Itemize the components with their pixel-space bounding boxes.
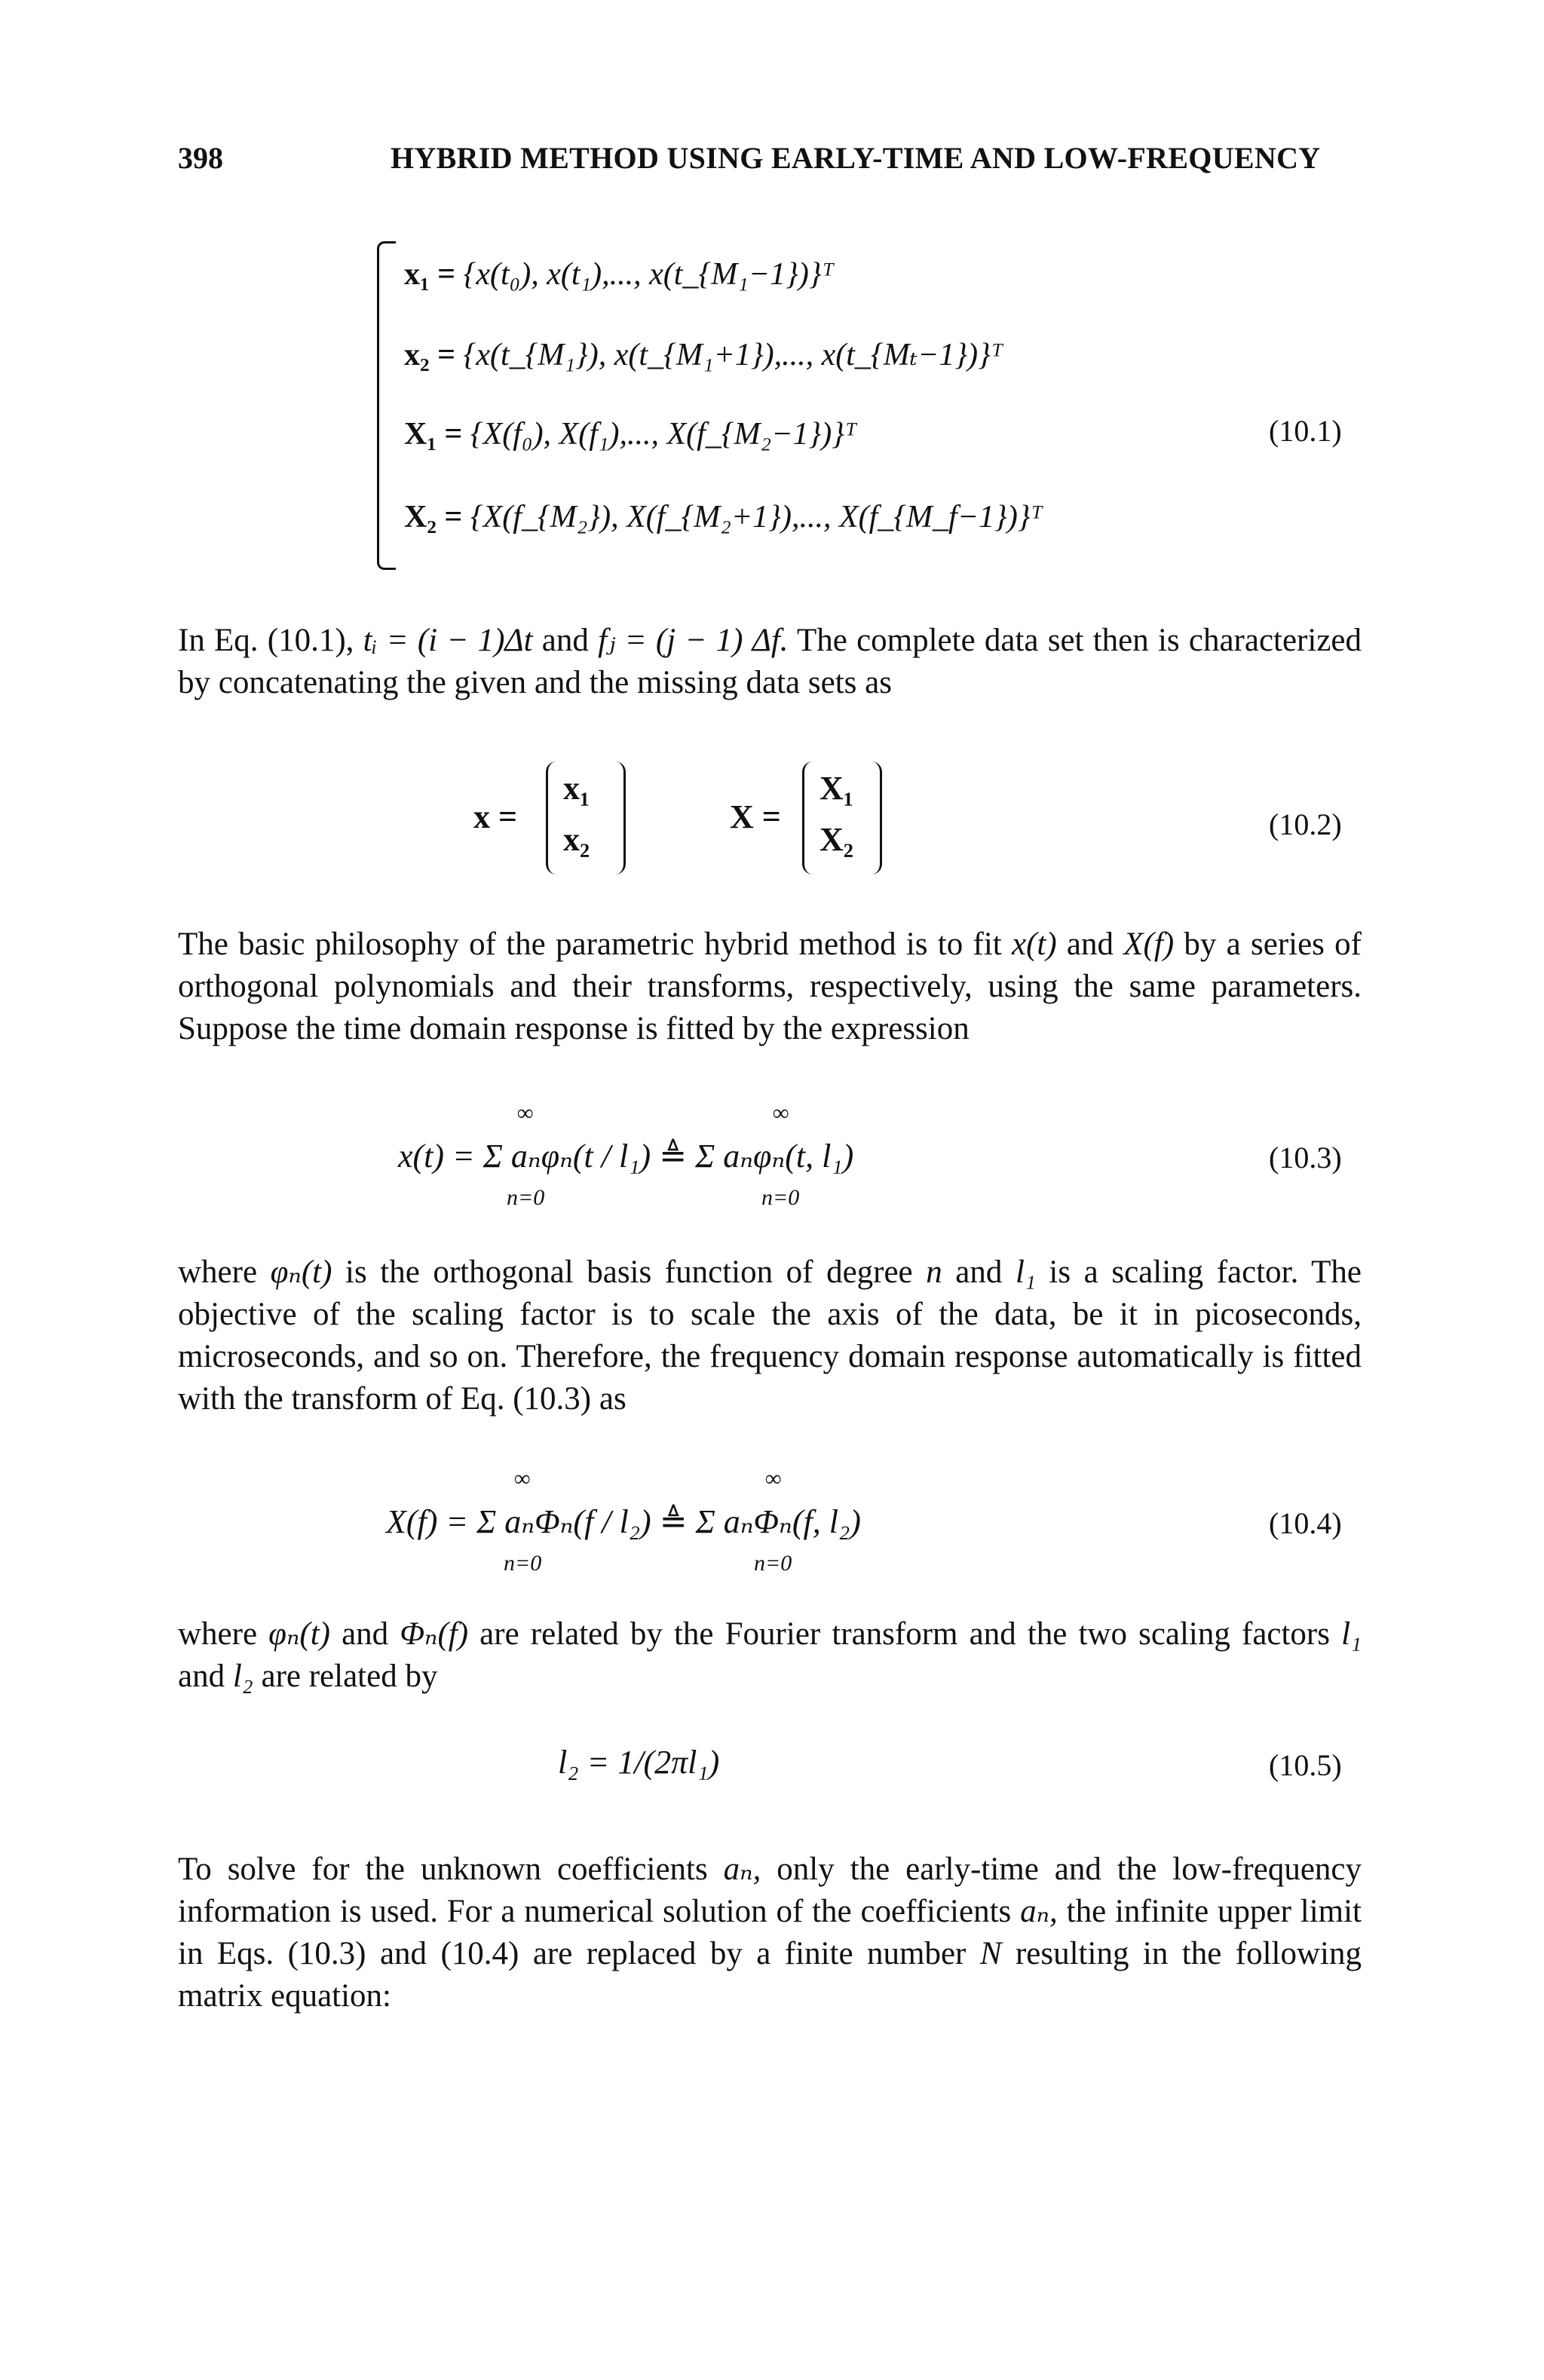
eq3-defeq: ≜ <box>651 1138 696 1175</box>
eq4-defeq: ≜ <box>651 1503 696 1540</box>
eq3-expression <box>398 1137 853 1175</box>
eq4-lower-limit-2: n=0 <box>754 1551 792 1576</box>
equation-10-3 <box>0 1101 1544 1214</box>
eq1-row-4-lhs: X₂ = <box>404 500 470 535</box>
eq1-row-4-rhs: {X(f_{M₂}), X(f_{M₂+1}),..., X(f_{M_f−1})}ᵀ <box>470 500 1043 535</box>
equation-10-4 <box>0 1466 1544 1579</box>
eq1-row-4 <box>404 499 1043 535</box>
p3-n: n <box>926 1254 942 1290</box>
eq1-row-1-rhs: {x(t₀), x(t₁),..., x(t_{M₁−1})}ᵀ <box>463 257 834 292</box>
eq4-sum-1: Σ aₙΦₙ(f / l₂) <box>476 1503 651 1540</box>
p4-text-e: are related by <box>253 1659 438 1694</box>
equation-10-5: l₂ = 1/(2πl₁) <box>558 1744 720 1781</box>
eq1-row-2-lhs: x₂ = <box>404 338 464 372</box>
vector-X-lhs: X = <box>730 798 781 835</box>
vector-x-lhs: x = <box>473 798 518 835</box>
p1-ti-expression: tᵢ = (i − 1)Δt <box>363 623 533 658</box>
eq1-row-3-lhs: X₁ = <box>404 417 470 452</box>
running-title: HYBRID METHOD USING EARLY-TIME AND LOW-FREQUENCY <box>391 141 1321 175</box>
eq3-upper-limit-1: ∞ <box>517 1101 534 1126</box>
vector-x-element-2: x₂ <box>563 821 590 858</box>
eq1-row-2-rhs: {x(t_{M₁}), x(t_{M₁+1}),..., x(t_{Mₜ−1})}ᵀ <box>463 338 1003 372</box>
eq1-row-2 <box>404 335 1003 373</box>
paragraph-3 <box>178 1251 1362 1420</box>
p5-text-b: only the early-time and the low-frequency information is used. For a numerical solution of the coefficients <box>178 1852 1362 1929</box>
eq1-row-1 <box>404 256 834 293</box>
equation-number-10-3: (10.3) <box>1269 1141 1342 1175</box>
eq3-lhs: x(t) = <box>398 1138 483 1175</box>
p5-N: N <box>979 1936 1002 1971</box>
p5-an-1: aₙ, <box>723 1852 761 1887</box>
eq4-expression <box>386 1502 861 1541</box>
p1-text-b: and <box>532 623 599 658</box>
p2-xt: x(t) <box>1011 927 1057 962</box>
equation-number-10-1: (10.1) <box>1269 414 1342 448</box>
p1-text-c: The complete data set then is characterized by concatenating the given and the missing data sets as <box>178 623 1362 700</box>
p1-fj-expression: fⱼ = (j − 1) Δf. <box>598 623 789 658</box>
p4-l2: l₂ <box>232 1659 253 1694</box>
page-number: 398 <box>178 141 223 175</box>
p4-Phi: Φₙ(f) <box>400 1616 469 1652</box>
eq1-row-3-rhs: {X(f₀), X(f₁),..., X(f_{M₂−1})}ᵀ <box>470 417 857 452</box>
page-header <box>178 140 1369 179</box>
eq1-row-3 <box>404 416 856 452</box>
vector-X-bracket <box>802 761 882 875</box>
eq3-sum-2: Σ aₙφₙ(t, l₁) <box>695 1138 854 1175</box>
eq4-sum-2: Σ aₙΦₙ(f, l₂) <box>695 1503 861 1540</box>
eq3-lower-limit-1: n=0 <box>507 1185 545 1210</box>
equation-number-10-4: (10.4) <box>1269 1506 1342 1540</box>
p3-text-a: where <box>178 1254 271 1290</box>
p4-text-c: are related by the Fourier transform and the two scaling factors <box>468 1616 1342 1652</box>
vector-x-bracket <box>546 761 626 875</box>
p1-text-a: In Eq. (10.1), <box>178 623 363 658</box>
p3-text-d: is a scaling factor. The objective of the scaling factor is to scale the axis of the data, be it in picoseconds, microseconds, and so on. Therefore, the frequency domain response automatically is fitted with the transform of Eq. (10.3) as <box>178 1254 1362 1417</box>
paragraph-5 <box>178 1849 1362 2017</box>
eq4-lower-limit-1: n=0 <box>504 1551 542 1576</box>
p2-text-c: by a series of orthogonal polynomials and their transforms, respectively, using the same parameters. Suppose the time domain response is fitted by the expression <box>178 927 1362 1046</box>
eq4-lhs: X(f) = <box>386 1503 477 1540</box>
p3-phi: φₙ(t) <box>270 1254 332 1290</box>
equation-number-10-5: (10.5) <box>1269 1748 1342 1782</box>
eq3-upper-limit-2: ∞ <box>773 1101 789 1126</box>
p5-text-a: To solve for the unknown coefficients <box>178 1852 724 1887</box>
p3-l1: l₁ <box>1015 1254 1036 1290</box>
p4-phi: φₙ(t) <box>268 1616 330 1652</box>
eq4-upper-limit-2: ∞ <box>765 1466 782 1491</box>
paragraph-1 <box>178 620 1362 704</box>
vector-X-element-1: X₁ <box>819 770 853 807</box>
p3-text-c: and <box>942 1254 1016 1290</box>
vector-X-element-2: X₂ <box>819 821 853 858</box>
p3-text-b: is the orthogonal basis function of degree <box>332 1254 927 1290</box>
p2-text-a: The basic philosophy of the parametric hybrid method is to fit <box>178 927 1012 962</box>
eq4-upper-limit-1: ∞ <box>514 1466 531 1491</box>
equation-10-1 <box>377 241 1357 573</box>
equation-number-10-2: (10.2) <box>1269 807 1342 841</box>
eq1-row-1-lhs: x₁ = <box>404 257 464 292</box>
eq3-lower-limit-2: n=0 <box>761 1185 800 1210</box>
p5-text-d: resulting in the following matrix equation: <box>178 1936 1362 2014</box>
paragraph-2 <box>178 924 1362 1050</box>
p5-text-c: the infinite upper limit in Eqs. (10.3) and (10.4) are replaced by a finite number <box>178 1894 1362 1971</box>
equation-10-2 <box>0 761 1544 882</box>
p2-Xf: X(f) <box>1123 927 1175 962</box>
p4-text-b: and <box>329 1616 400 1652</box>
p4-text-d: and <box>178 1659 233 1694</box>
p2-text-b: and <box>1056 927 1124 962</box>
eq3-sum-1: Σ aₙφₙ(t / l₁) <box>482 1138 651 1175</box>
p4-text-a: where <box>178 1616 269 1652</box>
vector-x-element-1: x₁ <box>563 770 590 807</box>
left-brace <box>377 241 396 570</box>
paragraph-4 <box>178 1613 1362 1698</box>
p5-an-2: aₙ, <box>1020 1894 1058 1929</box>
p4-l1: l₁ <box>1341 1616 1362 1652</box>
